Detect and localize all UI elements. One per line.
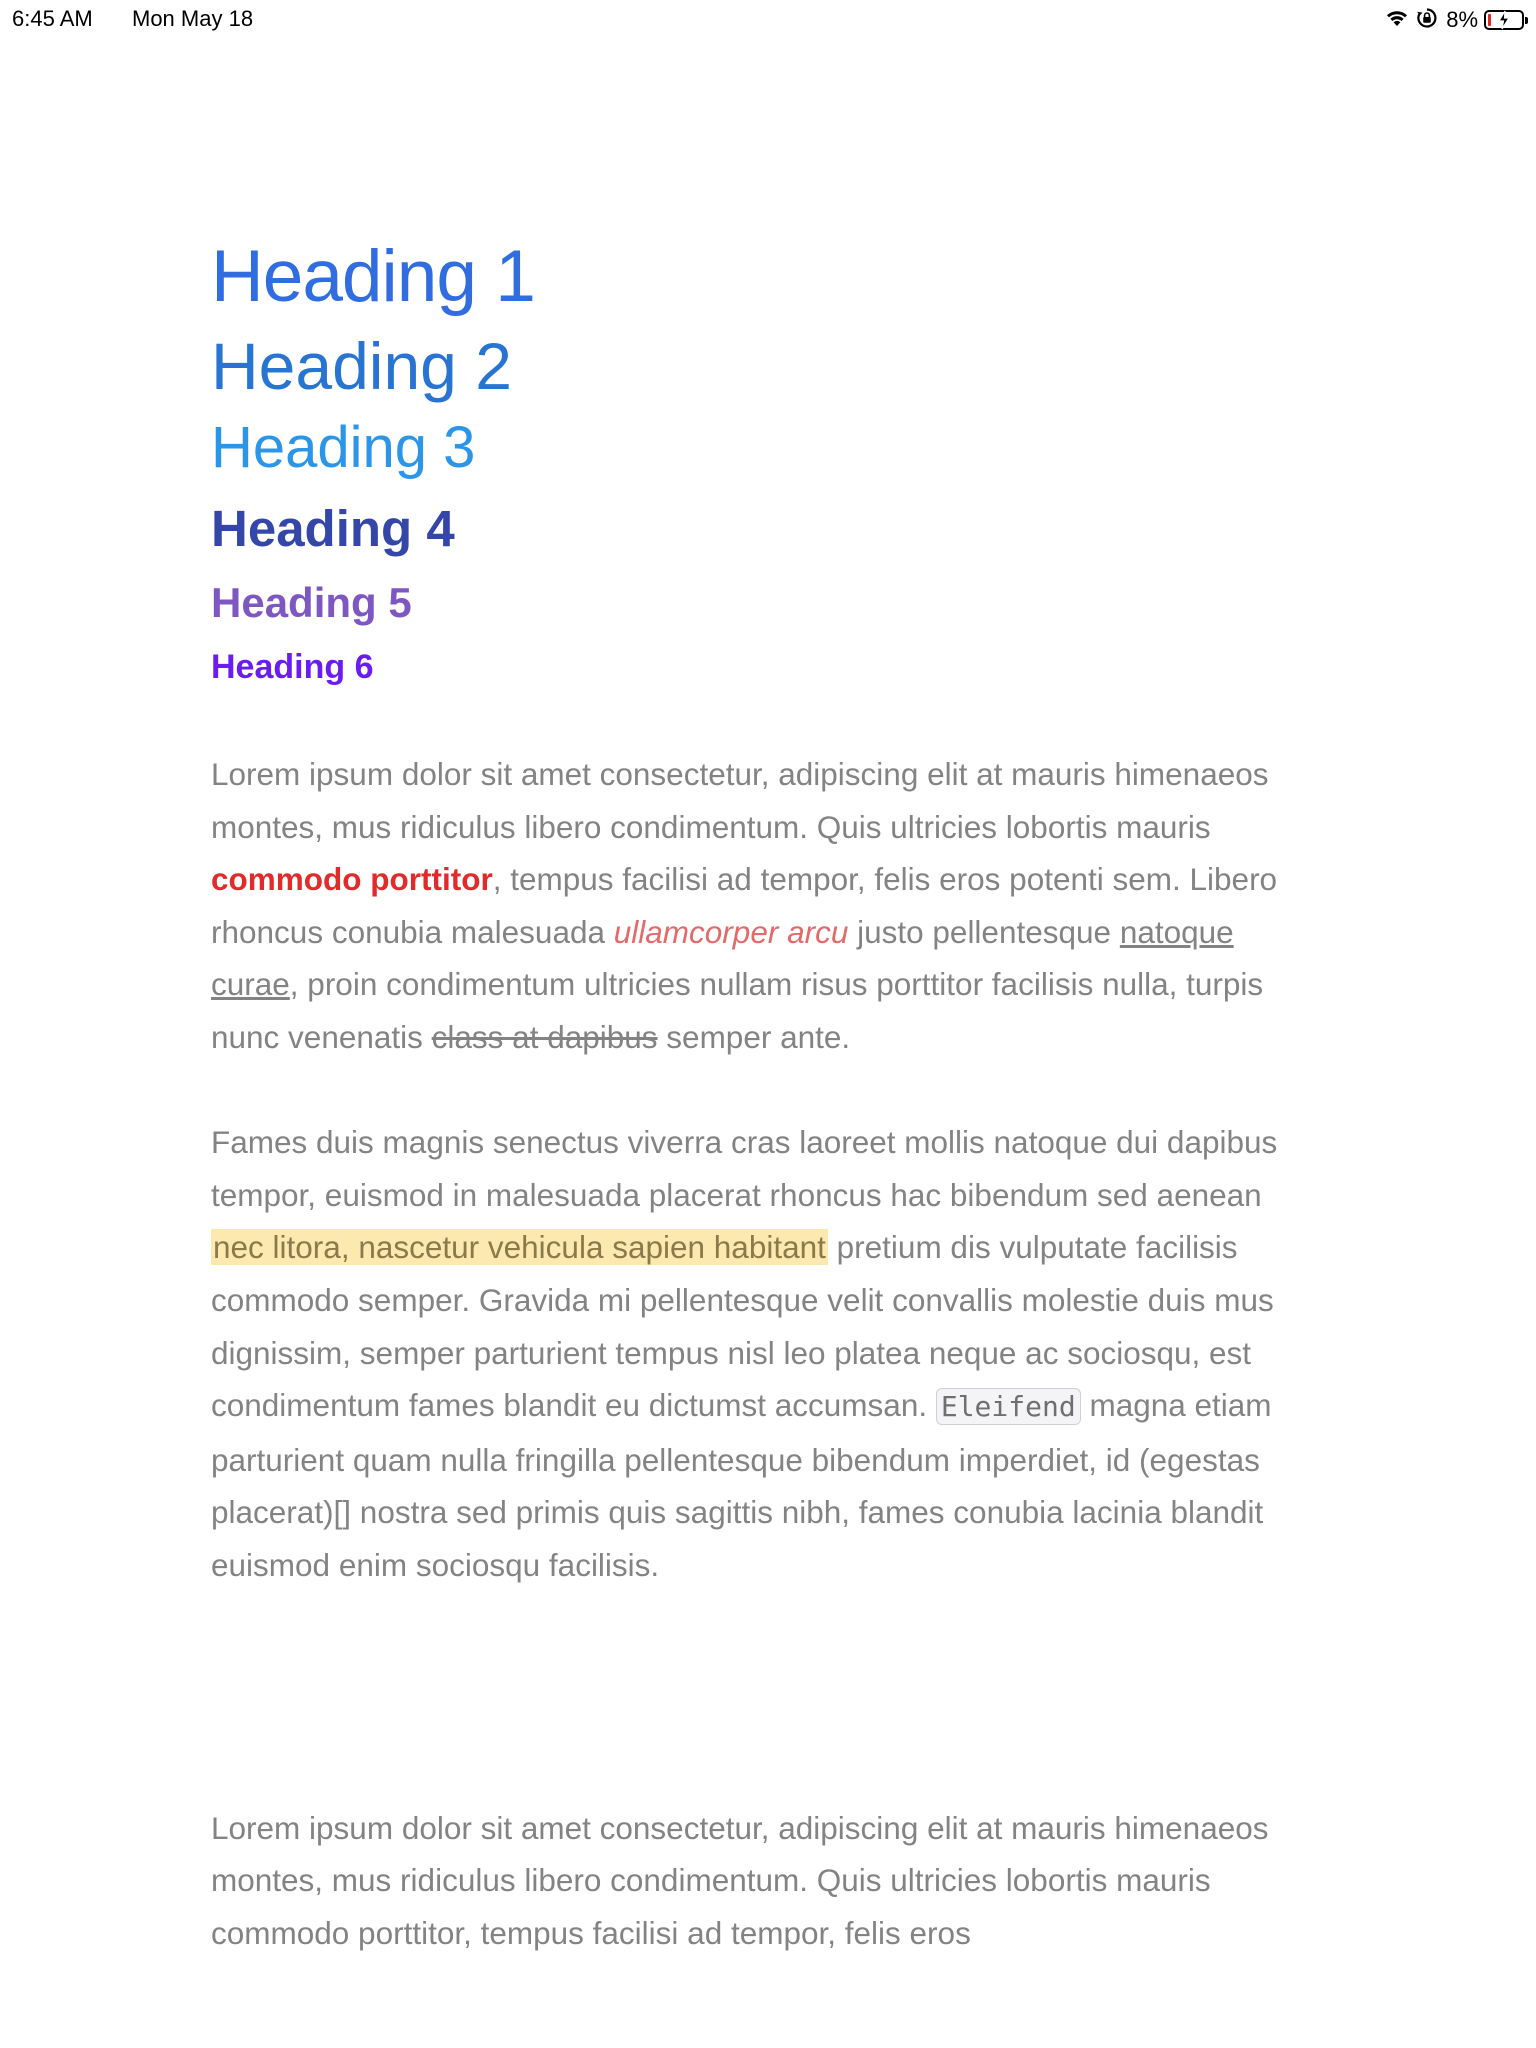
strikethrough-text: class at dapibus: [431, 1018, 658, 1055]
status-date: Mon May 18: [132, 6, 254, 31]
paragraph-text: Lorem ipsum dolor sit amet consectetur, adipiscing elit at mauris himenaeos montes, mus ridiculus libero condimentum. Quis ultricies lobortis mauris: [211, 756, 1269, 845]
inline-code: Eleifend: [936, 1388, 1081, 1425]
status-time: 6:45 AM: [12, 6, 93, 31]
underlined-text: natoque curae: [211, 913, 1234, 1003]
paragraph-text: Fames duis magnis senectus viverra cras laoreet mollis natoque dui dapibus tempor, euismod in malesuada placerat rhoncus hac bibendum sed aenean: [211, 1124, 1278, 1213]
heading-4: Heading 4: [211, 500, 455, 557]
battery-charging-icon: [1484, 10, 1524, 30]
battery-level-fill: [1488, 14, 1491, 26]
paragraph-text: , proin condimentum ultricies nullam risus porttitor facilisis nulla, turpis nunc venenatis: [211, 966, 1264, 1055]
wifi-icon: [1384, 8, 1410, 33]
battery-percent: 8%: [1446, 7, 1478, 32]
paragraph-3: Lorem ipsum dolor sit amet consectetur, adipiscing elit at mauris himenaeos montes, mus ridiculus libero condimentum. Quis ultricies lobortis mauris commodo porttitor, tempus facilisi ad tempor, felis eros: [211, 1809, 1269, 1951]
italic-text: ullamcorper arcu: [613, 913, 849, 950]
paragraph-text: magna etiam parturient quam nulla fringilla pellentesque bibendum imperdiet, id (egestas placerat)[] nostra sed primis quis sagittis nibh, fames conubia lacinia blandit euismod enim sociosqu facilisis.: [211, 1387, 1272, 1583]
paragraph-text: justo pellentesque: [848, 913, 1120, 950]
paragraph-text: semper ante.: [657, 1018, 851, 1055]
document-content: [211, 236, 1321, 1959]
heading-1: Heading 1: [211, 236, 535, 317]
paragraph-2: [211, 1116, 1321, 1591]
heading-3: Heading 3: [211, 415, 476, 480]
orientation-lock-icon: [1416, 7, 1438, 34]
bold-text: commodo porttitor: [211, 861, 493, 898]
highlighted-text: nec litora, nascetur vehicula sapien habitant: [213, 1229, 826, 1266]
paragraph-1: [211, 748, 1321, 1064]
heading-5: Heading 5: [211, 579, 412, 626]
heading-6: Heading 6: [211, 648, 374, 686]
status-indicators: [1384, 6, 1524, 34]
heading-2: Heading 2: [211, 329, 512, 403]
paragraph-text: , tempus facilisi ad tempor, felis eros potenti sem. Libero rhoncus conubia malesuada: [211, 861, 1278, 950]
paragraph-text: pretium dis vulputate facilisis commodo semper. Gravida mi pellentesque velit convallis molestie duis mus dignissim, semper parturient tempus nisl leo platea neque ac sociosqu, est condimentum fames blandit eu dictumst accumsan.: [211, 1229, 1274, 1424]
status-bar: [0, 0, 1536, 40]
